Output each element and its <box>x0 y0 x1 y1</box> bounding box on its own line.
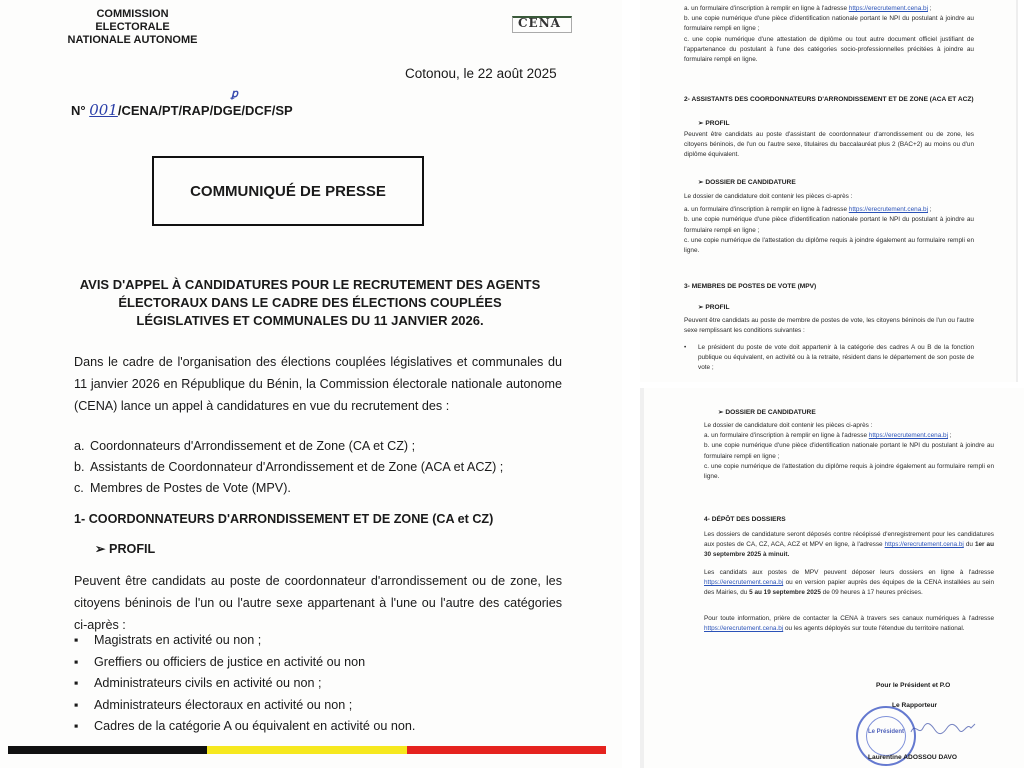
recruitment-link[interactable]: https://erecrutement.cena.bj <box>848 206 928 214</box>
section-3-paragraph: Peuvent être candidats au poste de membre de postes de vote, les citoyens béninois de l'un ou l'autre sexe remplissant les conditions suivantes : <box>684 317 974 335</box>
profil-subheading: ➢ PROFIL <box>698 120 730 127</box>
recruitment-link[interactable]: https://erecrutement.cena.bj <box>868 432 948 440</box>
recruitment-link[interactable]: https://erecrutement.cena.bj <box>704 579 784 587</box>
list-item: ▪ Cadres de la catégorie A ou équivalent en activité ou non. <box>74 719 416 733</box>
categories-list <box>74 630 574 738</box>
section-2-paragraph: Peuvent être candidats au poste d'assistant de coordonnateur d'arrondissement ou de zone, les citoyens béninois, de l'un ou l'autre sexe, titulaires du baccalauréat plus 2 (BAC+2) au moins ou d'un diplôme équivalent. <box>684 131 974 159</box>
handwritten-initial: ꝑ <box>231 88 238 100</box>
handwritten-signature <box>909 720 989 738</box>
profil-subheading: ➢ PROFIL <box>698 304 730 311</box>
press-release-title-box: COMMUNIQUÉ DE PRESSE <box>152 156 424 226</box>
flag-color-bar <box>8 746 606 754</box>
recruitment-link[interactable]: https://erecrutement.cena.bj <box>884 541 964 549</box>
list-item: a. Coordonnateurs d'Arrondissement et de Zone (CA et CZ) ; <box>74 439 416 453</box>
flag-black-stripe <box>8 746 207 754</box>
list-item: c. Membres de Postes de Vote (MPV). <box>74 481 291 495</box>
top-requirements: a. un formulaire d'inscription à remplir en ligne à l'adresse https://erecrutement.cena.bj ; b. une copie numérique d'une pièce d'identification nationale portant le NPI du postulant à joindre au formulaire rempli en ligne ; c. une copie numérique d'une attestation de diplôme ou tout autre document officiel justifiant de l'appartenance du postulant à l'une des catégories socio-professionnelles précitées à joindre au formulaire rempli en ligne. <box>684 5 974 64</box>
recruitment-link[interactable]: https://erecrutement.cena.bj <box>704 625 784 633</box>
list-item: b. Assistants de Coordonnateur d'Arrondissement et de Zone (ACA et ACZ) ; <box>74 460 504 474</box>
recruitment-link[interactable]: https://erecrutement.cena.bj <box>848 5 928 12</box>
cena-logo: CENA <box>512 12 572 32</box>
intro-paragraph: Dans le cadre de l'organisation des élections couplées législatives et communales du 11 janvier 2026 en République du Bénin, la Commission électorale nationale autonome (CENA) lance un appel à candidatures en vue du recrutement des : <box>74 355 562 413</box>
dossier-subheading: ➢ DOSSIER DE CANDIDATURE <box>718 409 816 416</box>
profil-subheading: ➢ PROFIL <box>95 542 156 556</box>
flag-yellow-stripe <box>207 746 406 754</box>
official-stamp: Le Président <box>856 706 916 766</box>
dossier-requirements: Le dossier de candidature doit contenir les pièces ci-après : a. un formulaire d'inscription à remplir en ligne à l'adresse https://erecrutement.cena.bj ; b. une copie numérique d'une pièce d'identification nationale portant le NPI du postulant à joindre au formulaire rempli en ligne ; c. une copie numérique de l'attestation du diplôme requis à joindre également au formulaire rempli en ligne. <box>704 422 994 481</box>
signature-line-president: Pour le Président et P.O <box>876 682 951 689</box>
notice-title: AVIS D'APPEL À CANDIDATURES POUR LE RECRUTEMENT DES AGENTS ÉLECTORAUX DANS LE CADRE DES ÉLECTIONS COUPLÉES LÉGISLATIVES ET COMMUNALES DU 11 JANVIER 2026. <box>79 277 541 328</box>
deposit-paragraph-1: Les dossiers de candidature seront déposés contre récépissé d'enregistrement pour les candidatures aux postes de CA, CZ, ACA, ACZ et MPV en ligne, à l'adresse https://erecrutement.cena.bj du 1er au 30 septembre 2025 à minuit. <box>704 531 994 559</box>
list-item: ▪ Magistrats en activité ou non ; <box>74 633 262 647</box>
contact-paragraph: Pour toute information, prière de contacter la CENA à travers ses canaux numériques à l'adresse https://erecrutement.cena.bj ou les agents déployés sur toute l'étendue du territoire national. <box>704 615 994 633</box>
section-4-heading: 4- DÉPÔT DES DOSSIERS <box>704 516 786 523</box>
deposit-paragraph-2: Les candidats aux postes de MPV peuvent déposer leurs dossiers en ligne à l'adresse https://erecrutement.cena.bj ou en version papier auprès des équipes de la CENA installées au sein des Mairies, du 5 au 19 septembre 2025 de 09 heures à 17 heures précises. <box>704 569 994 597</box>
section-1-paragraph: Peuvent être candidats au poste de coordonnateur d'arrondissement ou de zone, les citoyens béninois de l'un ou l'autre sexe appartenant à l'une ou l'autre des catégories ci-après : <box>74 574 562 632</box>
section-3-heading: 3- MEMBRES DE POSTES DE VOTE (MPV) <box>684 283 817 290</box>
flag-red-stripe <box>407 746 606 754</box>
signature-line-rapporteur: Le Rapporteur <box>892 702 938 709</box>
reference-number: N° 001/CENA/PT/RAP/DGE/DCF/SP ꝑ <box>71 88 293 119</box>
document-date: Cotonou, le 22 août 2025 <box>405 66 557 81</box>
list-item: • Le président du poste de vote doit appartenir à la catégorie des cadres A ou B de la fonction publique ou équivalent, en activité ou à la retraite, résident dans le département de son poste de vote ; <box>684 344 974 372</box>
signatory-name: Laurentine ADOSSOU DAVO <box>868 754 958 761</box>
list-item: ▪ Administrateurs électoraux en activité ou non ; <box>74 697 353 712</box>
list-item: ▪ Greffiers ou officiers de justice en activité ou non <box>74 654 366 669</box>
organization-name: COMMISSION ELECTORALE NATIONALE AUTONOME <box>67 8 198 46</box>
dossier-requirements: Le dossier de candidature doit contenir les pièces ci-après : a. un formulaire d'inscription à remplir en ligne à l'adresse https://erecrutement.cena.bj ; b. une copie numérique d'une pièce d'identification nationale portant le NPI du postulant à joindre au formulaire rempli en ligne ; c. une copie numérique de l'attestation du diplôme requis à joindre également au formulaire rempli en ligne. <box>684 193 974 255</box>
communique-page-3 <box>640 388 1024 768</box>
list-item: ▪ Administrateurs civils en activité ou non ; <box>74 676 322 690</box>
positions-list <box>74 436 574 499</box>
handwritten-number: 001 <box>89 101 118 119</box>
communique-page-2 <box>640 0 1018 382</box>
section-2-heading: 2- ASSISTANTS DES COORDONNATEURS D'ARRONDISSEMENT ET DE ZONE (ACA ET ACZ) <box>684 96 974 103</box>
dossier-subheading: ➢ DOSSIER DE CANDIDATURE <box>698 179 796 186</box>
section-1-heading: 1- COORDONNATEURS D'ARRONDISSEMENT ET DE ZONE (CA et CZ) <box>74 512 494 526</box>
